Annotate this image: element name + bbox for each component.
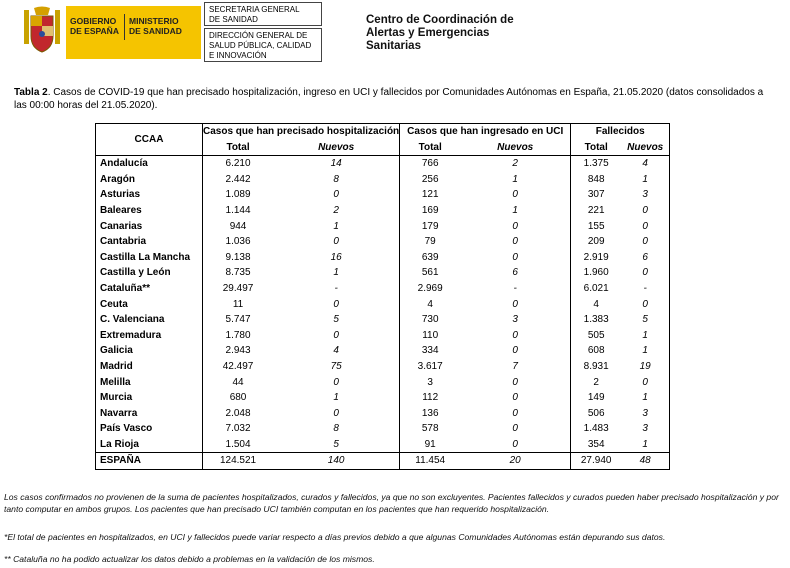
table-row (96, 281, 669, 297)
uci-total: 334 (400, 343, 461, 359)
ccaa-name: ESPAÑA (96, 453, 203, 469)
ccaa-name: Cataluña** (100, 282, 151, 294)
sub-total-header: Total (571, 140, 622, 156)
sub-total-header: Total (400, 140, 461, 156)
uci-nuevos: 0 (512, 423, 518, 435)
hosp-nuevos: 5 (333, 314, 339, 326)
ccaa-name: Canarias (100, 220, 143, 232)
table-row (96, 343, 669, 359)
uci-total: 561 (400, 265, 461, 281)
ccaa-name: Extremadura (100, 329, 162, 341)
ccaa-name: Baleares (100, 204, 142, 216)
ccaa-name: Navarra (100, 407, 138, 419)
table-row (96, 156, 669, 172)
fall-nuevos: 3 (642, 423, 648, 435)
uci-nuevos: 20 (460, 453, 571, 469)
uci-total: 766 (400, 156, 461, 172)
fall-nuevos: 1 (642, 329, 648, 341)
fall-total: 608 (571, 343, 622, 359)
hosp-nuevos: 0 (333, 298, 339, 310)
fall-total: 221 (571, 203, 622, 219)
uci-nuevos: 0 (512, 220, 518, 232)
ccaa-name: Asturias (100, 189, 141, 201)
hosp-total: 9.138 (203, 250, 274, 266)
fall-nuevos: 1 (642, 392, 648, 404)
uci-total: 256 (400, 172, 461, 188)
fall-total: 307 (571, 187, 622, 203)
table-row (96, 421, 669, 437)
fall-total: 155 (571, 219, 622, 235)
hosp-nuevos: 75 (330, 360, 342, 372)
sub-total-header: Total (203, 140, 274, 156)
uci-total: 110 (400, 328, 461, 344)
fall-total: 1.383 (571, 312, 622, 328)
ccaa-name: Castilla y León (100, 267, 171, 279)
fall-total: 505 (571, 328, 622, 344)
ccaa-name: Melilla (100, 376, 131, 388)
hosp-nuevos: 8 (333, 173, 339, 185)
fall-total: 4 (571, 297, 622, 313)
ministerio-label: MINISTERIO DE SANIDAD (129, 16, 182, 36)
fall-total: 354 (571, 437, 622, 453)
hosp-total: 5.747 (203, 312, 274, 328)
ccaa-name: País Vasco (100, 423, 153, 435)
caption-label: Tabla 2 (14, 87, 48, 98)
uci-total: 112 (400, 390, 461, 406)
group-fall-header: Fallecidos (571, 124, 670, 140)
secretaria-box: SECRETARIA GENERAL DE SANIDAD (204, 2, 322, 26)
fall-nuevos: 3 (642, 189, 648, 201)
fall-nuevos: 0 (642, 376, 648, 388)
fall-nuevos: 0 (642, 220, 648, 232)
fall-total: 2 (571, 375, 622, 391)
centro-title: Centro de Coordinación de Alertas y Emergencias Sanitarias (366, 14, 514, 52)
uci-total: 136 (400, 406, 461, 422)
table-row (96, 375, 669, 391)
ccaa-name: Andalucía (100, 158, 148, 170)
uci-nuevos: 7 (512, 360, 518, 372)
group-hosp-header: Casos que han precisado hospitalización (203, 124, 400, 140)
ccaa-name: La Rioja (100, 438, 139, 450)
fall-nuevos: - (643, 282, 647, 294)
table-body (96, 156, 669, 469)
uci-nuevos: 0 (512, 392, 518, 404)
hosp-total: 680 (203, 390, 274, 406)
table-row (96, 359, 669, 375)
hosp-nuevos: 1 (333, 392, 339, 404)
hosp-nuevos: 1 (333, 267, 339, 279)
uci-nuevos: 0 (512, 438, 518, 450)
fall-nuevos: 48 (621, 453, 669, 469)
uci-nuevos: - (513, 282, 517, 294)
ccaa-name: Cantabria (100, 236, 147, 248)
fall-total: 6.021 (571, 281, 622, 297)
table-row (96, 172, 669, 188)
uci-total: 578 (400, 421, 461, 437)
fall-nuevos: 5 (642, 314, 648, 326)
uci-total: 3 (400, 375, 461, 391)
hosp-total: 944 (203, 219, 274, 235)
fall-nuevos: 0 (642, 204, 648, 216)
hosp-nuevos: 0 (333, 407, 339, 419)
hosp-total: 2.442 (203, 172, 274, 188)
uci-total: 639 (400, 250, 461, 266)
fall-nuevos: 1 (642, 173, 648, 185)
ccaa-name: Ceuta (100, 298, 128, 310)
hosp-total: 1.504 (203, 437, 274, 453)
direccion-box: DIRECCIÓN GENERAL DE SALUD PÚBLICA, CALIDAD E INNOVACIÓN (204, 28, 322, 62)
hosp-total: 2.943 (203, 343, 274, 359)
hosp-total: 124.521 (203, 453, 274, 469)
uci-total: 91 (400, 437, 461, 453)
gobierno-label: GOBIERNO DE ESPAÑA (70, 16, 119, 36)
uci-total: 11.454 (400, 453, 461, 469)
fall-nuevos: 0 (642, 236, 648, 248)
table-row (96, 312, 669, 328)
fall-nuevos: 3 (642, 407, 648, 419)
uci-nuevos: 1 (512, 204, 518, 216)
hosp-total: 1.144 (203, 203, 274, 219)
caption-text: . Casos de COVID-19 que han precisado hospitalización, ingreso en UCI y fallecidos por Comunidades Autónomas en España, 21.05.2020 (datos consolidados a las 00:00 horas del 21.05.2020). (14, 87, 764, 111)
hosp-total: 1.780 (203, 328, 274, 344)
table-row (96, 453, 669, 469)
uci-total: 79 (400, 234, 461, 250)
uci-total: 730 (400, 312, 461, 328)
uci-nuevos: 6 (512, 267, 518, 279)
fall-total: 27.940 (571, 453, 622, 469)
fall-nuevos: 1 (642, 438, 648, 450)
uci-total: 3.617 (400, 359, 461, 375)
hosp-total: 8.735 (203, 265, 274, 281)
ccaa-name: C. Valenciana (100, 314, 165, 326)
uci-nuevos: 0 (512, 189, 518, 201)
uci-nuevos: 0 (512, 345, 518, 357)
uci-nuevos: 2 (512, 158, 518, 170)
fall-nuevos: 4 (642, 158, 648, 170)
fall-nuevos: 19 (639, 360, 651, 372)
uci-total: 121 (400, 187, 461, 203)
uci-total: 169 (400, 203, 461, 219)
fall-nuevos: 0 (642, 298, 648, 310)
note-1: Los casos confirmados no provienen de la suma de pacientes hospitalizados, curados y fallecidos, ya que no son excluyentes. Pacientes fallecidos y curados pueden haber precisado hospitalización y por tanto computar en ambos grupos. Los pacientes que han precisado UCI también computan en los pacientes que han requerido hospitalización. (4, 492, 779, 514)
document-header (0, 0, 790, 72)
hosp-total: 11 (203, 297, 274, 313)
fall-total: 848 (571, 172, 622, 188)
hosp-nuevos: - (334, 282, 338, 294)
ccaa-name: Aragón (100, 173, 135, 185)
fall-nuevos: 6 (642, 251, 648, 263)
fall-total: 1.960 (571, 265, 622, 281)
table-row (96, 297, 669, 313)
hosp-total: 29.497 (203, 281, 274, 297)
fall-nuevos: 0 (642, 267, 648, 279)
hosp-nuevos: 140 (273, 453, 400, 469)
uci-nuevos: 0 (512, 376, 518, 388)
table-row (96, 234, 669, 250)
sub-nuevos-header: Nuevos (318, 141, 355, 153)
uci-nuevos: 3 (512, 314, 518, 326)
hosp-nuevos: 8 (333, 423, 339, 435)
uci-nuevos: 0 (512, 251, 518, 263)
hosp-total: 1.089 (203, 187, 274, 203)
ccaa-name: Madrid (100, 360, 133, 372)
uci-nuevos: 0 (512, 407, 518, 419)
uci-total: 4 (400, 297, 461, 313)
ccaa-name: Castilla La Mancha (100, 251, 191, 263)
note-2: *El total de pacientes en hospitalizados, en UCI y fallecidos puede variar respecto a días previos debido a que algunas Comunidades Autónomas están depurando sus datos. (4, 532, 666, 542)
sub-nuevos-header: Nuevos (497, 141, 534, 153)
ccaa-header: CCAA (134, 133, 164, 145)
uci-nuevos: 0 (512, 298, 518, 310)
table-row (96, 187, 669, 203)
note-3: ** Cataluña no ha podido actualizar los datos debido a problemas en la validación de los mismos. (4, 554, 375, 564)
table-row (96, 250, 669, 266)
ccaa-name: Murcia (100, 392, 133, 404)
uci-total: 2.969 (400, 281, 461, 297)
fall-total: 209 (571, 234, 622, 250)
hosp-nuevos: 0 (333, 189, 339, 201)
fall-nuevos: 1 (642, 345, 648, 357)
hosp-nuevos: 0 (333, 329, 339, 341)
table-row (96, 328, 669, 344)
table-row (96, 219, 669, 235)
hosp-nuevos: 14 (330, 158, 342, 170)
group-uci-header: Casos que han ingresado en UCI (400, 124, 571, 140)
covid-table (96, 124, 669, 469)
hosp-total: 6.210 (203, 156, 274, 172)
uci-nuevos: 1 (512, 173, 518, 185)
hosp-nuevos: 0 (333, 236, 339, 248)
sub-nuevos-header: Nuevos (627, 141, 664, 153)
ccaa-name: Galicia (100, 345, 133, 357)
fall-total: 506 (571, 406, 622, 422)
hosp-nuevos: 1 (333, 220, 339, 232)
hosp-nuevos: 4 (333, 345, 339, 357)
table-row (96, 437, 669, 453)
hosp-nuevos: 0 (333, 376, 339, 388)
uci-nuevos: 0 (512, 329, 518, 341)
fall-total: 1.375 (571, 156, 622, 172)
fall-total: 2.919 (571, 250, 622, 266)
hosp-nuevos: 2 (333, 204, 339, 216)
hosp-nuevos: 16 (330, 251, 342, 263)
fall-total: 1.483 (571, 421, 622, 437)
uci-nuevos: 0 (512, 236, 518, 248)
table-row (96, 390, 669, 406)
hosp-total: 7.032 (203, 421, 274, 437)
table-row (96, 265, 669, 281)
brand-divider (124, 14, 125, 40)
hosp-total: 44 (203, 375, 274, 391)
table-caption (14, 86, 776, 112)
hosp-total: 2.048 (203, 406, 274, 422)
hosp-nuevos: 5 (333, 438, 339, 450)
fall-total: 149 (571, 390, 622, 406)
table-row (96, 203, 669, 219)
uci-total: 179 (400, 219, 461, 235)
table-row (96, 406, 669, 422)
fall-total: 8.931 (571, 359, 622, 375)
hosp-total: 1.036 (203, 234, 274, 250)
hosp-total: 42.497 (203, 359, 274, 375)
coat-of-arms-icon (22, 6, 62, 56)
